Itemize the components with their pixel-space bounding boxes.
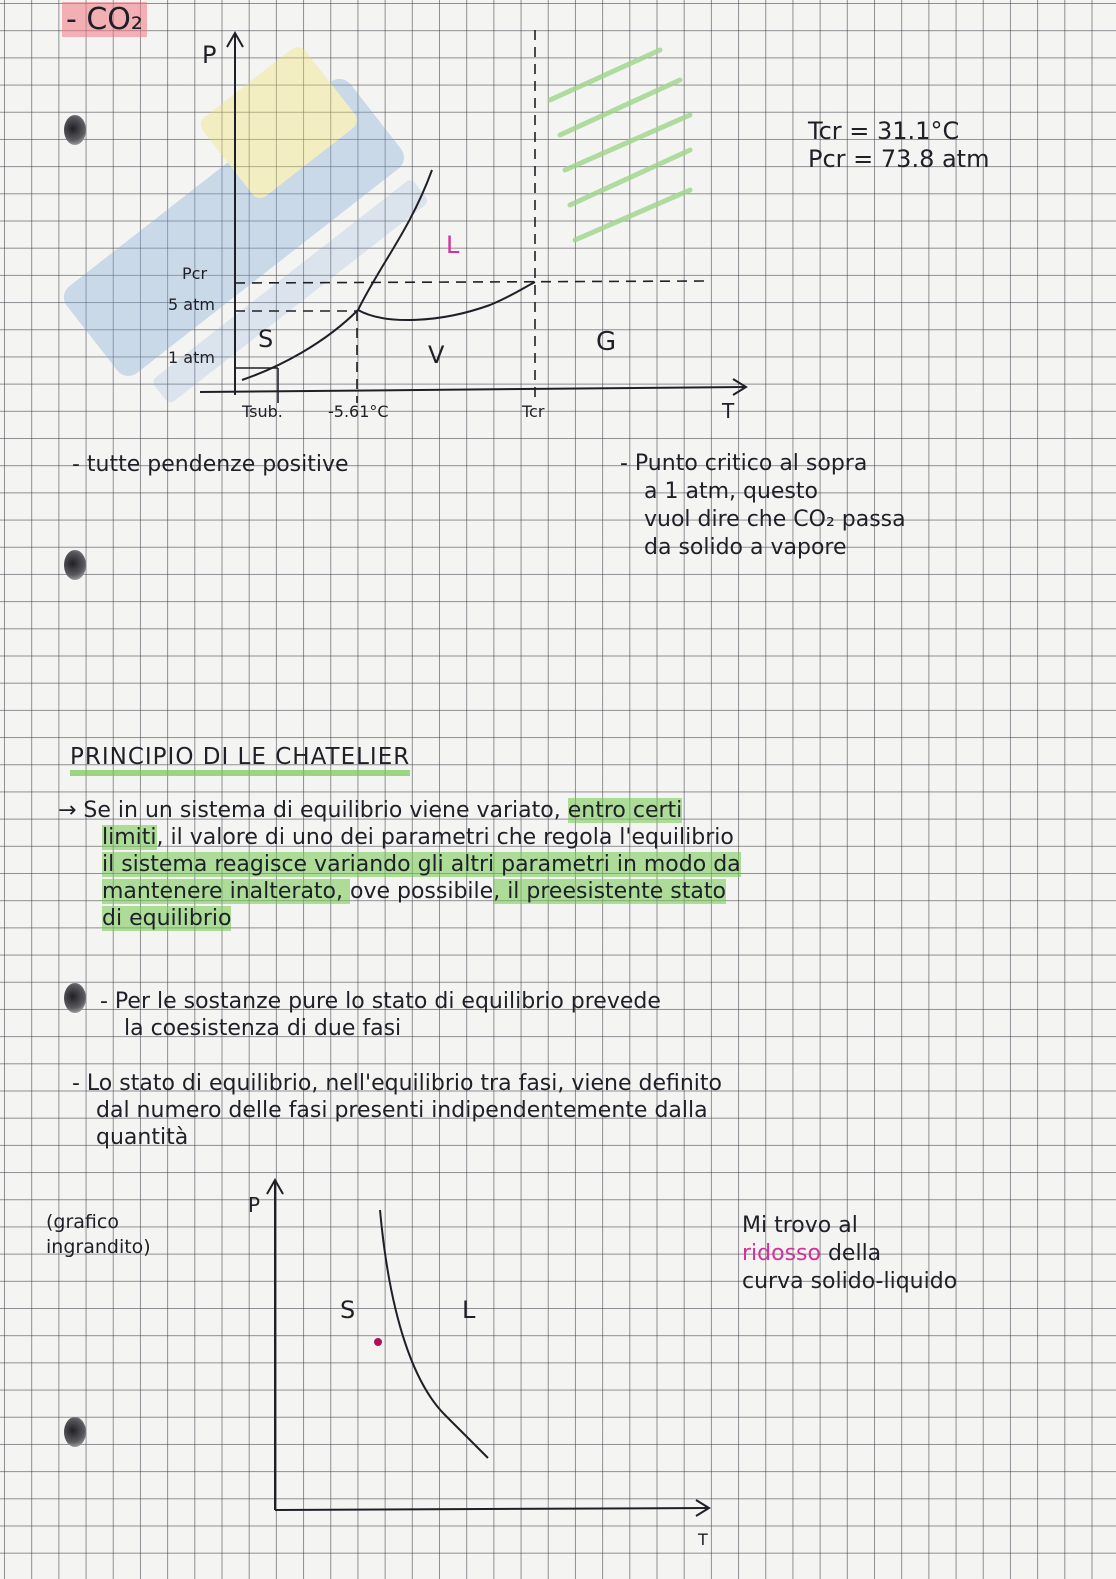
binder-hole bbox=[64, 983, 86, 1013]
principle-line-4-highlight-a: mantenere inalterato, bbox=[102, 879, 350, 904]
binder-hole bbox=[64, 1417, 86, 1447]
pcr-value: Pcr = 73.8 atm bbox=[808, 145, 990, 173]
t2-axis-label: T bbox=[698, 1530, 708, 1549]
note-curve-line-2 bbox=[742, 1240, 957, 1268]
heading-co2 bbox=[62, 2, 147, 37]
principle-line-4-text: ove possibile bbox=[350, 879, 494, 904]
principle-line-1 bbox=[58, 797, 1098, 824]
note-state-line-2: dal numero delle fasi presenti indipendentemente dalla bbox=[96, 1098, 708, 1123]
region-vapor-label: V bbox=[428, 341, 445, 369]
solid-liquid-curve bbox=[380, 1210, 488, 1458]
note-state-line-1: - Lo stato di equilibrio, nell'equilibrio tra fasi, viene definito bbox=[72, 1071, 722, 1096]
note-critical-line-4: da solido a vapore bbox=[644, 535, 847, 560]
co2-highlight: - CO₂ bbox=[62, 2, 147, 37]
t2-axis bbox=[275, 1508, 708, 1510]
principle-paragraph bbox=[58, 797, 1098, 932]
pcr-label: Pcr bbox=[182, 264, 208, 283]
region-liquid-label: L bbox=[446, 231, 460, 259]
principle-line-3-highlight: il sistema reagisce variando gli altri parametri in modo da bbox=[102, 852, 741, 877]
principle-line-2-text: , il valore di uno dei parametri che regola l'equilibrio bbox=[156, 825, 734, 850]
green-hatch-scribble bbox=[540, 40, 710, 260]
t-axis-label: T bbox=[722, 399, 735, 423]
p-axis-label: P bbox=[202, 41, 217, 69]
vaporization-curve bbox=[358, 282, 535, 320]
tcr-value: Tcr = 31.1°C bbox=[808, 117, 960, 145]
principle-line-3 bbox=[58, 851, 1098, 878]
principle-line-1-text: → Se in un sistema di equilibrio viene variato, bbox=[58, 798, 568, 823]
principle-title-text: PRINCIPIO DI LE CHATELIER bbox=[70, 744, 410, 776]
1atm-label: 1 atm bbox=[168, 348, 215, 367]
principle-line-2 bbox=[58, 824, 1098, 851]
note-pure-line-2: la coesistenza di due fasi bbox=[124, 1016, 402, 1041]
note-critical-line-3: vuol dire che CO₂ passa bbox=[644, 507, 906, 532]
principle-line-2-highlight: limiti bbox=[102, 825, 157, 850]
note-curve-line-3: curva solido-liquido bbox=[742, 1269, 958, 1294]
principle-line-5 bbox=[58, 905, 1098, 932]
note-curve-pink-word: ridosso bbox=[742, 1241, 821, 1266]
principle-title bbox=[70, 744, 410, 770]
binder-hole bbox=[64, 550, 86, 580]
region2-liquid-label: L bbox=[462, 1296, 476, 1324]
principle-line-4 bbox=[58, 878, 1098, 905]
note-critical-point bbox=[620, 450, 906, 562]
principle-line-5-highlight: di equilibrio bbox=[102, 906, 232, 931]
zoomed-solid-liquid-diagram bbox=[240, 1170, 730, 1555]
tsub-label: Tsub. bbox=[242, 402, 283, 421]
note-curve-rest: della bbox=[820, 1241, 882, 1266]
note-equilibrium-state bbox=[72, 1070, 722, 1151]
critical-values bbox=[808, 117, 989, 173]
region2-solid-label: S bbox=[340, 1296, 356, 1324]
caption-line-1: (grafico bbox=[46, 1211, 119, 1233]
binder-hole bbox=[64, 115, 86, 145]
zoomed-graph-caption bbox=[46, 1210, 151, 1260]
note-state-line-3: quantità bbox=[96, 1125, 189, 1150]
principle-line-4-highlight-c: , il preesistente stato bbox=[493, 879, 726, 904]
t-axis bbox=[200, 387, 745, 392]
note-pure-line-1: - Per le sostanze pure lo stato di equilibrio prevede bbox=[100, 989, 661, 1014]
tcr-axis-label: Tcr bbox=[522, 402, 545, 421]
region-solid-label: S bbox=[258, 325, 274, 353]
state-point bbox=[374, 1338, 382, 1346]
note-pure-substances bbox=[100, 988, 661, 1042]
note-positive-slopes: - tutte pendenze positive bbox=[72, 452, 349, 477]
fusion-curve bbox=[358, 170, 432, 310]
pcr-dashed-line bbox=[235, 281, 705, 283]
5atm-label: 5 atm bbox=[168, 295, 215, 314]
note-critical-line-2: a 1 atm, questo bbox=[644, 479, 818, 504]
principle-line-1-highlight: entro certi bbox=[567, 798, 683, 823]
triple-temp-label: -5.61°C bbox=[328, 402, 389, 421]
p2-axis-label: P bbox=[248, 1193, 261, 1217]
note-near-curve bbox=[742, 1212, 957, 1296]
note-curve-line-1: Mi trovo al bbox=[742, 1213, 858, 1238]
note-critical-line-1: - Punto critico al sopra bbox=[620, 451, 868, 476]
region-gas-label: G bbox=[596, 327, 617, 357]
caption-line-2: ingrandito) bbox=[46, 1236, 151, 1258]
